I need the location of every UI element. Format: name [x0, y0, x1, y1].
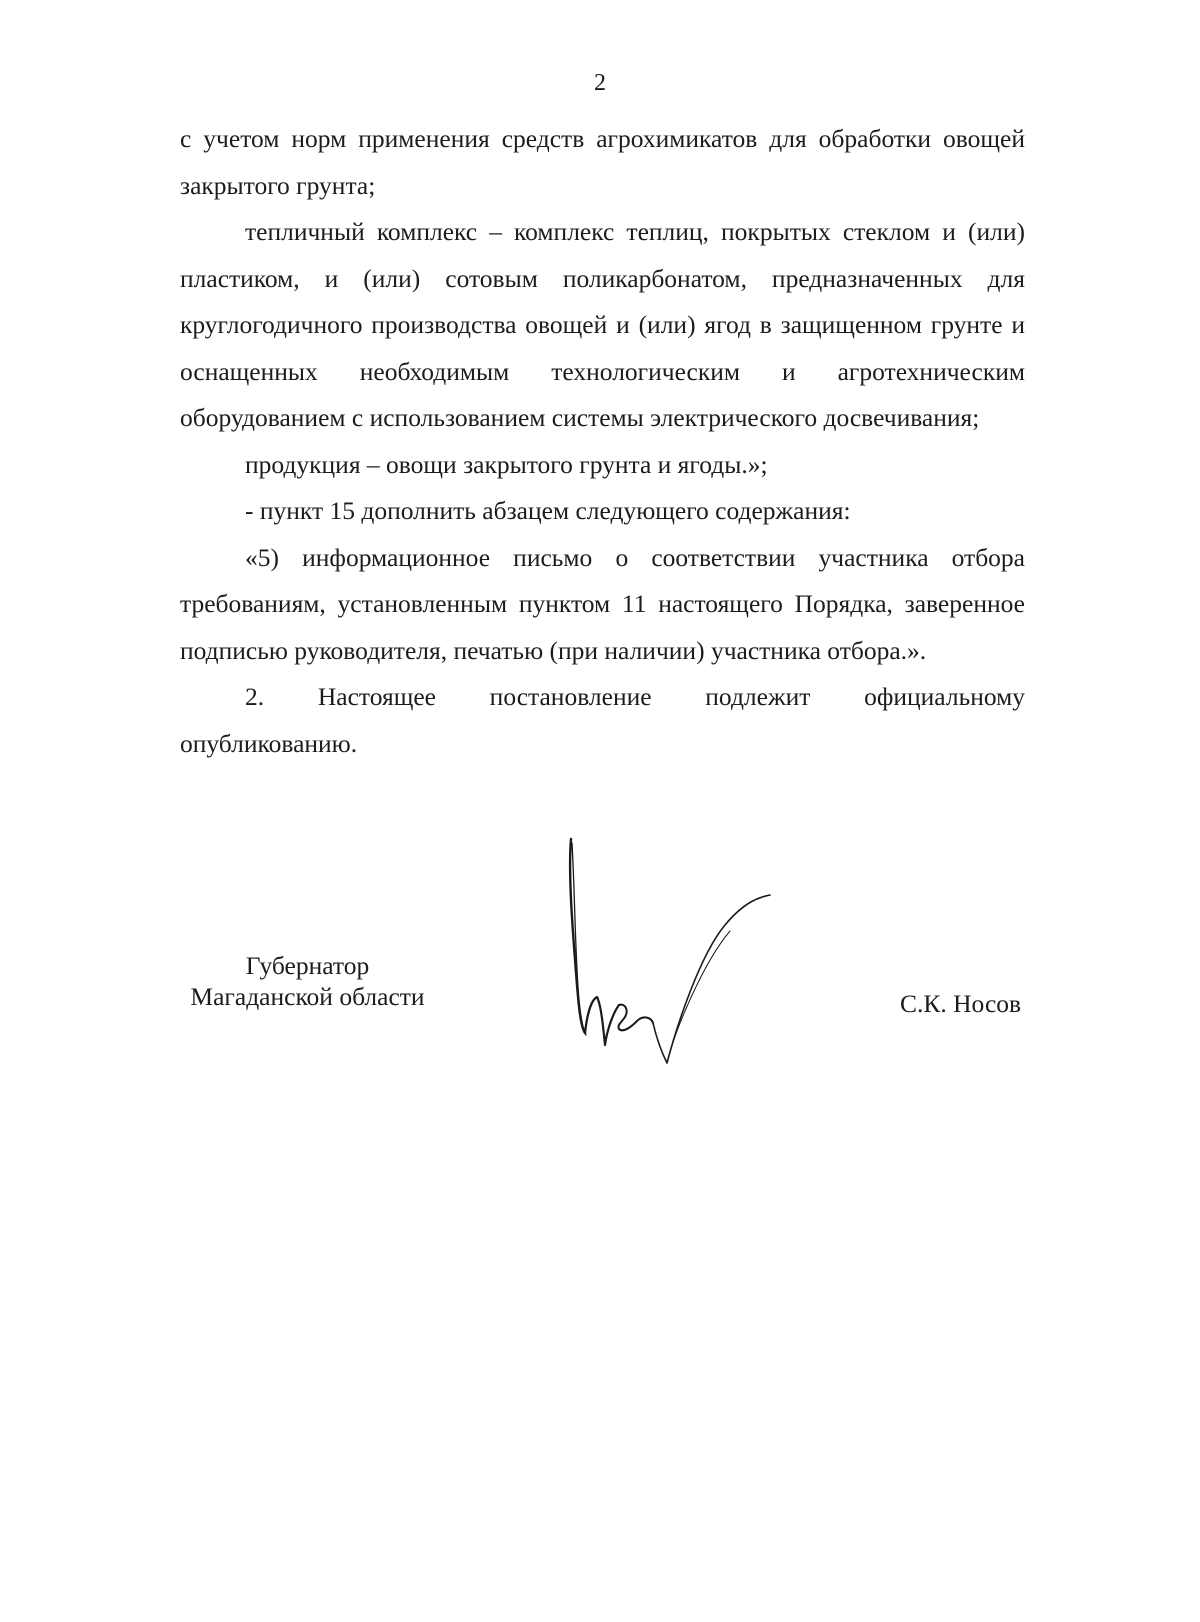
- paragraph-publication-end: опубликованию.: [180, 728, 358, 758]
- signatory-name: С.К. Носов: [900, 989, 1022, 1018]
- paragraph-information-letter: «5) информационное письмо о соответствии участника отбора требованиям, установленным пунктом 11 настоящего Порядка, заверенное подписью руководителя, печатью (при наличии) участника отбора.».: [180, 542, 1025, 665]
- paragraph-publication: 2. Настоящее постановление подлежит официальному: [245, 682, 1025, 711]
- handwritten-signature: [565, 835, 795, 1075]
- paragraph-greenhouse-definition: тепличный комплекс – комплекс теплиц, покрытых стеклом и (или) пластиком, и (или) сотовым поликарбонатом, предназначенных для круглогодичного производства овощей и (или) ягод в защищенном грунте и оснащенных необходимым технологическим и агротехническим оборудованием с использованием системы электрического досвечивания;: [180, 217, 1025, 432]
- signatory-position-line-1: Губернатор: [245, 951, 370, 980]
- document-body: [180, 116, 1025, 767]
- signatory-position: [180, 950, 435, 1012]
- paragraph-product-definition: продукция – овощи закрытого грунта и ягоды.»;: [245, 449, 768, 479]
- paragraph-continuation: с учетом норм применения средств агрохимикатов для обработки овощей закрытого грунта;: [180, 124, 1025, 200]
- page-number: 2: [594, 70, 606, 96]
- paragraph-amendment-item-15: - пункт 15 дополнить абзацем следующего содержания:: [245, 496, 851, 525]
- signatory-position-line-2: Магаданской области: [190, 982, 425, 1011]
